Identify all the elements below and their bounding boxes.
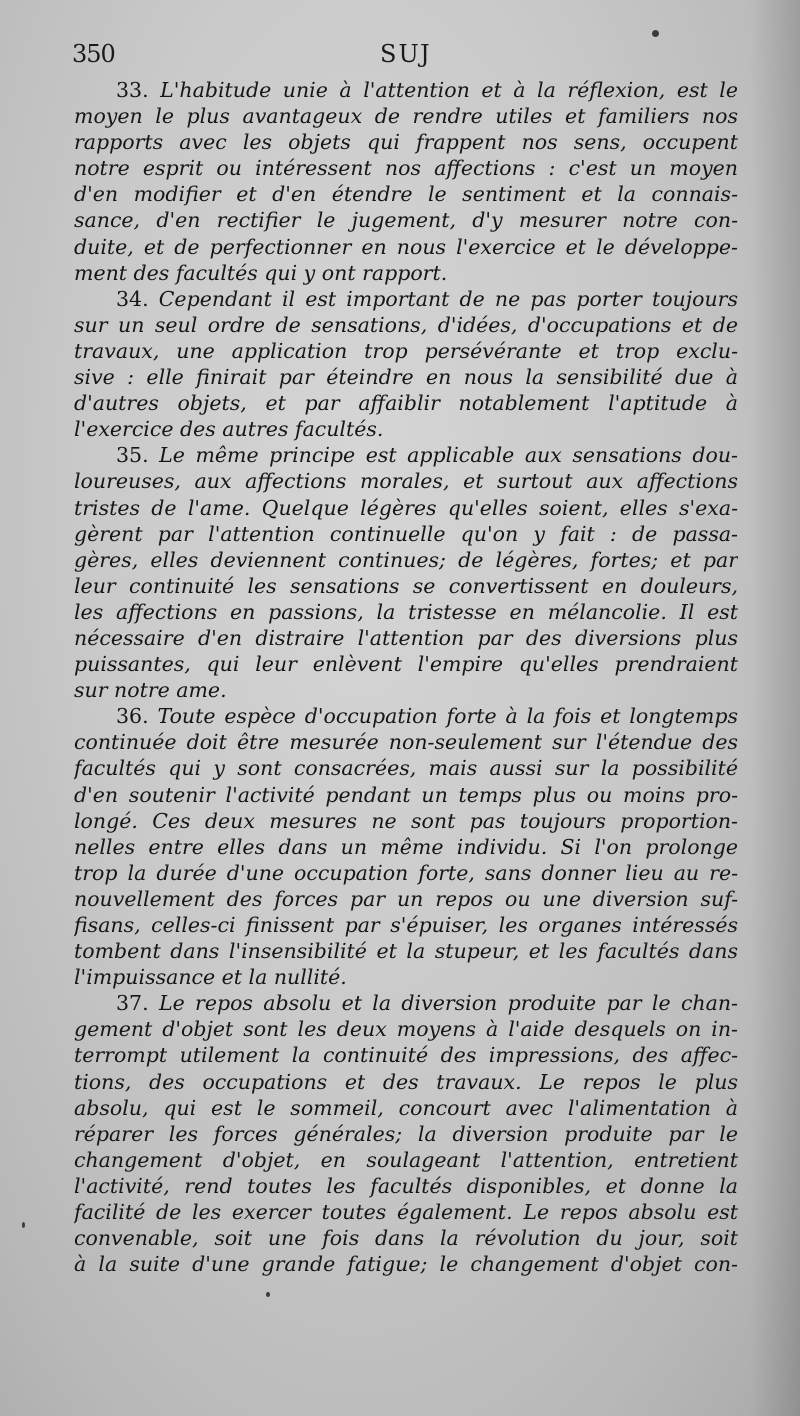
- text-line: [74, 1173, 738, 1199]
- line-text: sur un seul ordre de sensations, d'idées, d'occupations et de: [74, 312, 738, 337]
- text-line: [74, 729, 738, 755]
- text-line: [74, 703, 738, 729]
- line-text: tions, des occupations et des travaux. Le repos le plus: [74, 1069, 738, 1094]
- paragraph-number: 34.: [116, 286, 149, 311]
- line-text: puissantes, qui leur enlèvent l'empire qu'elles prendraient: [74, 652, 738, 677]
- text-line: [74, 651, 738, 677]
- paragraph-number: 37.: [116, 991, 149, 1016]
- text-line: [74, 625, 738, 651]
- text-line: [74, 912, 738, 938]
- text-line: [74, 1147, 738, 1173]
- text-line: [74, 886, 738, 912]
- line-text: l'exercice des autres facultés.: [74, 417, 384, 442]
- text-line: [74, 1225, 738, 1251]
- line-text: rapports avec les objets qui frappent nos sens, occupent: [74, 130, 738, 155]
- line-text: continuée doit être mesurée non-seulement sur l'étendue des: [74, 730, 738, 755]
- running-head: SUJ: [380, 40, 432, 68]
- line-text: absolu, qui est le sommeil, concourt avec l'alimentation à: [74, 1095, 738, 1120]
- line-text: Le repos absolu et la diversion produite par le chan-: [158, 991, 738, 1016]
- text-line: [74, 129, 738, 155]
- text-line: [74, 103, 738, 129]
- line-text: l'impuissance et la nullité.: [74, 965, 347, 990]
- scan-speck: [266, 1292, 270, 1297]
- text-line: [74, 1251, 738, 1277]
- line-text: travaux, une application trop persévérante et trop exclu-: [74, 338, 738, 363]
- body-text: [74, 77, 738, 1277]
- text-line: [74, 808, 738, 834]
- text-line: [74, 495, 738, 521]
- line-text: sur notre ame.: [74, 678, 227, 703]
- line-text: notre esprit ou intéressent nos affections : c'est un moyen: [74, 156, 738, 181]
- text-line: [74, 338, 738, 364]
- line-text: changement d'objet, en soulageant l'attention, entretient: [74, 1147, 738, 1172]
- line-text: gèrent par l'attention continuelle qu'on y fait : de passa-: [74, 521, 738, 546]
- text-line: [74, 468, 738, 494]
- line-text: tombent dans l'insensibilité et la stupeur, et les facultés dans: [74, 939, 738, 964]
- text-line: [74, 1199, 738, 1225]
- text-line: [74, 782, 738, 808]
- text-line: [74, 938, 738, 964]
- line-text: d'en modifier et d'en étendre le sentiment et la connais-: [74, 182, 738, 207]
- text-line: [74, 547, 738, 573]
- line-text: leur continuité les sensations se convertissent en douleurs,: [74, 573, 738, 598]
- text-line: [74, 181, 738, 207]
- line-text: facultés qui y sont consacrées, mais aussi sur la possibilité: [74, 756, 738, 781]
- line-text: les affections en passions, la tristesse en mélancolie. Il est: [74, 599, 738, 624]
- text-line: [74, 155, 738, 181]
- line-text: nouvellement des forces par un repos ou une diversion suf-: [74, 886, 738, 911]
- line-text: sive : elle finirait par éteindre en nous la sensibilité due à: [74, 365, 738, 390]
- text-line: [74, 234, 738, 260]
- text-line: [74, 416, 738, 442]
- line-text: ment des facultés qui y ont rapport.: [74, 260, 448, 285]
- line-text: duite, et de perfectionner en nous l'exercice et le développe-: [74, 234, 738, 259]
- text-line: [74, 1069, 738, 1095]
- page-number: 350: [72, 40, 115, 68]
- line-text: moyen le plus avantageux de rendre utiles et familiers nos: [74, 104, 738, 129]
- text-line: [74, 599, 738, 625]
- text-line: [74, 755, 738, 781]
- line-text: à la suite d'une grande fatigue; le changement d'objet con-: [74, 1252, 738, 1277]
- line-text: terrompt utilement la continuité des impressions, des affec-: [74, 1043, 738, 1068]
- text-line: [74, 207, 738, 233]
- text-line: [74, 77, 738, 103]
- text-line: [74, 1095, 738, 1121]
- line-text: convenable, soit une fois dans la révolution du jour, soit: [74, 1226, 738, 1251]
- line-text: nécessaire d'en distraire l'attention par des diversions plus: [74, 625, 738, 650]
- line-text: Le même principe est applicable aux sensations dou-: [159, 443, 738, 468]
- text-line: [74, 312, 738, 338]
- paragraph-number: 35.: [116, 443, 149, 468]
- text-line: [74, 1042, 738, 1068]
- line-text: d'en soutenir l'activité pendant un temps plus ou moins pro-: [74, 782, 738, 807]
- text-line: [74, 390, 738, 416]
- line-text: tristes de l'ame. Quelque légères qu'elles soient, elles s'exa-: [74, 495, 738, 520]
- line-text: gères, elles deviennent continues; de légères, fortes; et par: [74, 547, 738, 572]
- line-text: facilité de les exercer toutes également. Le repos absolu est: [74, 1200, 738, 1225]
- paragraph-number: 33.: [116, 78, 149, 102]
- text-line: [74, 1121, 738, 1147]
- line-text: d'autres objets, et par affaiblir notablement l'aptitude à: [74, 391, 738, 416]
- scan-speck: [652, 30, 659, 37]
- line-text: gement d'objet sont les deux moyens à l'aide desquels on in-: [74, 1017, 738, 1042]
- text-line: [74, 260, 738, 286]
- line-text: trop la durée d'une occupation forte, sans donner lieu au re-: [74, 860, 738, 885]
- text-line: [74, 964, 738, 990]
- line-text: sance, d'en rectifier le jugement, d'y mesurer notre con-: [74, 208, 738, 233]
- text-line: [74, 573, 738, 599]
- line-text: réparer les forces générales; la diversion produite par le: [74, 1121, 738, 1146]
- line-text: Cependant il est important de ne pas porter toujours: [158, 286, 738, 311]
- text-line: [74, 860, 738, 886]
- line-text: nelles entre elles dans un même individu. Si l'on prolonge: [74, 834, 738, 859]
- text-line: [74, 286, 738, 312]
- text-line: [74, 834, 738, 860]
- scan-speck: [22, 1222, 25, 1228]
- line-text: loureuses, aux affections morales, et surtout aux affections: [74, 469, 738, 494]
- text-line: [74, 677, 738, 703]
- text-line: [74, 442, 738, 468]
- line-text: Toute espèce d'occupation forte à la fois et longtemps: [157, 704, 738, 729]
- line-text: longé. Ces deux mesures ne sont pas toujours proportion-: [74, 808, 738, 833]
- paragraph-number: 36.: [116, 704, 149, 729]
- line-text: L'habitude unie à l'attention et à la réflexion, est le: [160, 78, 738, 102]
- text-line: [74, 364, 738, 390]
- line-text: l'activité, rend toutes les facultés disponibles, et donne la: [74, 1173, 738, 1198]
- line-text: fisans, celles-ci finissent par s'épuiser, les organes intéressés: [74, 913, 738, 937]
- text-line: [74, 521, 738, 547]
- text-line: [74, 1016, 738, 1042]
- text-line: [74, 990, 738, 1016]
